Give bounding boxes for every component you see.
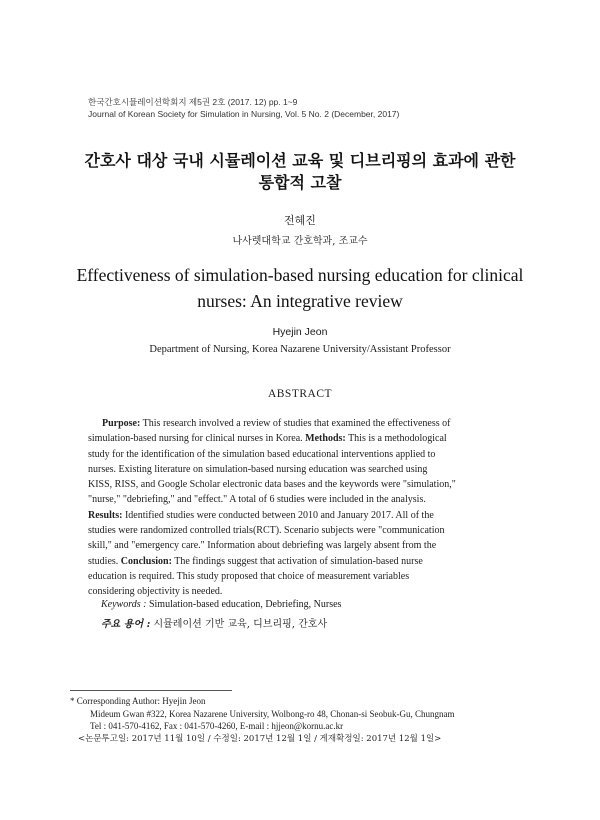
purpose-label: Purpose: xyxy=(102,418,141,429)
submission-dates: <논문투고일: 2017년 11월 10일 / 수정일: 2017년 12월 1일 / 게재확정일: 2017년 12월 1일> xyxy=(78,733,442,744)
abstract-line: skill," and "emergency care." Information about debriefing was largely absent from the xyxy=(88,540,437,552)
abstract-text: simulation-based nursing for clinical nurses in Korea. xyxy=(88,433,303,445)
author-contact: Tel : 041-570-4162, Fax : 041-570-4260, E-mail : hjjeon@kornu.ac.kr xyxy=(90,721,344,731)
english-title-line-1: Effectiveness of simulation-based nursing education for clinical xyxy=(76,265,524,285)
abstract-line: considering objectivity is needed. xyxy=(88,586,223,598)
korean-author: 전혜진 xyxy=(284,214,316,227)
abstract-line xyxy=(88,554,518,569)
abstract-text: Identified studies were conducted between 2010 and January 2017. All of the xyxy=(124,509,434,521)
korean-title-line-1: 간호사 대상 국내 시뮬레이션 교육 및 디브리핑의 효과에 관한 xyxy=(84,151,516,170)
english-affiliation: Department of Nursing, Korea Nazarene University/Assistant Professor xyxy=(149,344,451,355)
korean-affiliation: 나사렛대학교 간호학과, 조교수 xyxy=(232,236,368,247)
abstract-line xyxy=(88,431,518,446)
korean-keywords xyxy=(101,618,327,632)
korean-title xyxy=(40,150,560,194)
keywords-label: Keywords : xyxy=(101,599,147,610)
running-head-english: Journal of Korean Society for Simulation in Nursing, Vol. 5 No. 2 (December, 2017) xyxy=(88,109,400,119)
footnote-divider xyxy=(70,690,232,691)
footnote xyxy=(70,695,454,745)
abstract-text: studies. xyxy=(88,555,119,567)
abstract-line xyxy=(88,508,518,523)
running-head-korean: 한국간호시뮬레이션학회지 제5권 2호 (2017. 12) pp. 1~9 xyxy=(88,97,298,107)
abstract-text: The findings suggest that activation of simulation-based nurse xyxy=(174,555,423,567)
abstract-line: studies were randomized controlled trials(RCT). Scenario subjects were "communication xyxy=(88,525,445,537)
korean-keywords-value: 시뮬레이션 기반 교육, 디브리핑, 간호사 xyxy=(153,619,328,630)
abstract-line: nurses. Existing literature on simulation-based nursing education was searched using xyxy=(88,463,428,475)
abstract-line: KISS, RISS, and Google Scholar electronic data bases and the keywords were "simulation," xyxy=(88,479,456,491)
corresponding-author: * Corresponding Author: Hyejin Jeon xyxy=(70,696,206,706)
english-title xyxy=(40,262,560,314)
abstract-text: This research involved a review of studies that examined the effectiveness of xyxy=(142,418,451,429)
author-address: Mideum Gwan #322, Korea Nazarene University, Wolbong-ro 48, Chonan-si Seobuk-Gu, Chungnam xyxy=(90,708,455,719)
korean-title-line-2: 통합적 고찰 xyxy=(258,173,342,192)
results-label: Results: xyxy=(88,509,123,521)
abstract-line: "nurse," "debriefing," and "effect." A total of 6 studies were included in the analysis. xyxy=(88,494,426,506)
abstract-line xyxy=(88,416,518,431)
keywords xyxy=(101,598,341,612)
abstract-line: study for the identification of the simulation based educational interventions applied to xyxy=(88,448,436,460)
abstract-line: education is required. This study proposed that choice of measurement variables xyxy=(88,570,410,582)
abstract-heading: ABSTRACT xyxy=(267,388,333,400)
running-head xyxy=(88,96,399,120)
abstract-body xyxy=(88,416,518,600)
methods-label: Methods: xyxy=(305,433,346,445)
conclusion-label: Conclusion: xyxy=(120,555,172,567)
korean-keywords-label: 주요 용어 : xyxy=(101,619,151,630)
english-title-line-2: nurses: An integrative review xyxy=(197,291,403,311)
english-author: Hyejin Jeon xyxy=(272,326,328,338)
abstract-text: This is a methodological xyxy=(348,433,447,445)
keywords-value: Simulation-based education, Debriefing, Nurses xyxy=(148,599,342,610)
